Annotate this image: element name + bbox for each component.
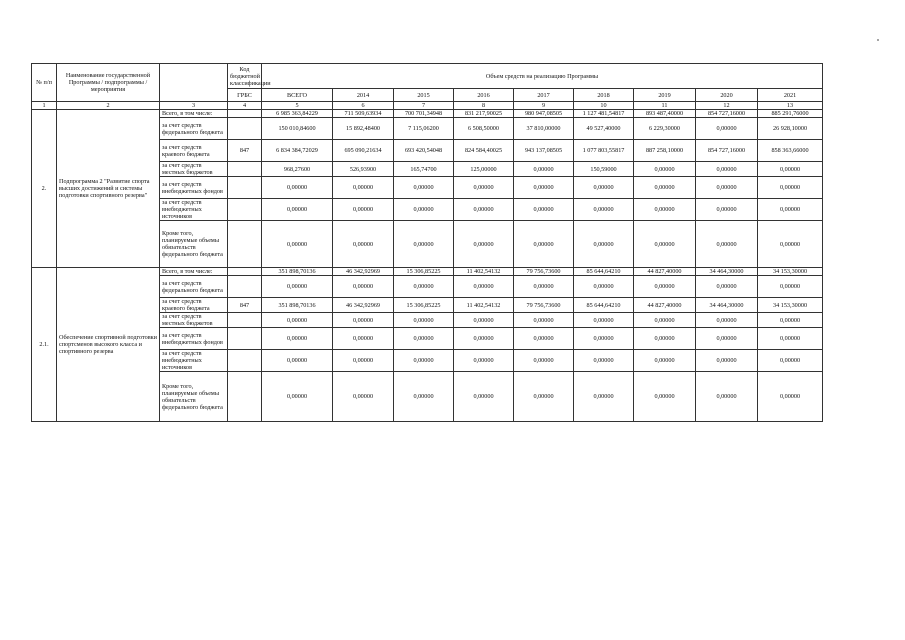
year-value-cell: 34 464,30000 [696, 298, 758, 313]
grbs-code [228, 268, 262, 276]
year-value-cell: 46 342,92969 [333, 298, 394, 313]
grbs-code [228, 162, 262, 177]
year-value-cell: 0,00000 [696, 372, 758, 422]
year-value-cell: 0,00000 [394, 199, 454, 221]
year-value-cell: 34 153,30000 [758, 298, 823, 313]
grbs-code [228, 221, 262, 268]
funding-source-label: за счет средств федерального бюджета [160, 118, 228, 140]
year-value-cell: 0,00000 [696, 328, 758, 350]
grbs-code [228, 177, 262, 199]
year-value-cell: 125,00000 [454, 162, 514, 177]
year-value-cell: 165,74700 [394, 162, 454, 177]
year-value-cell: 0,00000 [574, 177, 634, 199]
col-number: 12 [696, 102, 758, 110]
total-value-cell: 6 834 384,72029 [262, 140, 333, 162]
year-header: 2019 [634, 89, 696, 102]
year-value-cell: 0,00000 [514, 328, 574, 350]
year-value-cell: 0,00000 [454, 199, 514, 221]
year-value-cell: 0,00000 [696, 313, 758, 328]
grbs-code [228, 199, 262, 221]
year-value-cell: 0,00000 [634, 199, 696, 221]
total-value-cell: 0,00000 [262, 221, 333, 268]
year-value-cell: 0,00000 [758, 276, 823, 298]
funding-source-label: за счет средств внебюджетных фондов [160, 328, 228, 350]
year-header: 2017 [514, 89, 574, 102]
section-name: Обеспечение спортивной подготовки спортсменов высокого класса и спортивного резерва [57, 268, 160, 422]
funding-source-label: Кроме того, планируемые объемы обязательств федерального бюджета [160, 221, 228, 268]
year-value-cell: 44 827,40000 [634, 268, 696, 276]
year-value-cell: 0,00000 [514, 199, 574, 221]
year-value-cell: 0,00000 [333, 221, 394, 268]
year-value-cell: 526,93900 [333, 162, 394, 177]
year-value-cell: 0,00000 [514, 372, 574, 422]
blank-header [160, 64, 228, 102]
year-value-cell: 79 756,73600 [514, 298, 574, 313]
year-value-cell: 49 527,40000 [574, 118, 634, 140]
total-value-cell: 351 898,70136 [262, 268, 333, 276]
total-value-cell: 0,00000 [262, 372, 333, 422]
year-value-cell: 0,00000 [333, 313, 394, 328]
total-value-cell: 0,00000 [262, 328, 333, 350]
year-value-cell: 0,00000 [454, 276, 514, 298]
year-value-cell: 0,00000 [454, 313, 514, 328]
year-value-cell: 0,00000 [696, 162, 758, 177]
year-value-cell: 831 217,90025 [454, 110, 514, 118]
year-value-cell: 885 291,76000 [758, 110, 823, 118]
year-value-cell: 0,00000 [634, 162, 696, 177]
year-value-cell: 0,00000 [634, 177, 696, 199]
year-value-cell: 854 727,16000 [696, 140, 758, 162]
year-value-cell: 0,00000 [574, 372, 634, 422]
year-value-cell: 0,00000 [454, 221, 514, 268]
col-number: 2 [57, 102, 160, 110]
year-value-cell: 0,00000 [574, 199, 634, 221]
year-value-cell: 695 090,21634 [333, 140, 394, 162]
year-value-cell: 0,00000 [514, 177, 574, 199]
table-body [32, 64, 823, 422]
year-value-cell: 0,00000 [394, 328, 454, 350]
year-value-cell: 0,00000 [696, 118, 758, 140]
col-number: 13 [758, 102, 823, 110]
funding-source-label: за счет средств внебюджетных источников [160, 350, 228, 372]
section-total-row [32, 110, 823, 118]
total-value-cell: 351 898,70136 [262, 298, 333, 313]
col-number: 6 [333, 102, 394, 110]
col-number: 7 [394, 102, 454, 110]
year-value-cell: 85 644,64210 [574, 298, 634, 313]
year-value-cell: 6 229,30000 [634, 118, 696, 140]
year-value-cell: 0,00000 [574, 276, 634, 298]
year-value-cell: 85 644,64210 [574, 268, 634, 276]
total-value-cell: 0,00000 [262, 313, 333, 328]
year-header: 2018 [574, 89, 634, 102]
year-value-cell: 711 509,63934 [333, 110, 394, 118]
year-value-cell: 26 928,10000 [758, 118, 823, 140]
total-value-cell: 6 985 363,84229 [262, 110, 333, 118]
year-value-cell: 34 464,30000 [696, 268, 758, 276]
col-number: 11 [634, 102, 696, 110]
col-number: 3 [160, 102, 228, 110]
section-name: Подпрограмма 2 "Развитие спорта высших достижений и системы подготовки спортивного резерва" [57, 110, 160, 268]
year-value-cell: 150,59000 [574, 162, 634, 177]
funding-source-label: за счет средств краевого бюджета [160, 140, 228, 162]
year-value-cell: 0,00000 [758, 177, 823, 199]
year-value-cell: 0,00000 [333, 350, 394, 372]
col-number: 9 [514, 102, 574, 110]
grbs-code [228, 328, 262, 350]
name-header: Наименование государственной Программы / подпрограммы / мероприятия [57, 64, 160, 102]
year-value-cell: 0,00000 [758, 372, 823, 422]
scan-speck [877, 39, 879, 41]
col-number: 1 [32, 102, 57, 110]
year-value-cell: 0,00000 [634, 328, 696, 350]
year-value-cell: 887 258,10000 [634, 140, 696, 162]
year-value-cell: 15 306,85225 [394, 268, 454, 276]
year-value-cell: 0,00000 [454, 328, 514, 350]
budget-table [31, 63, 823, 422]
col-number: 5 [262, 102, 333, 110]
funding-source-label: Всего, в том числе: [160, 110, 228, 118]
year-value-cell: 46 342,92969 [333, 268, 394, 276]
year-value-cell: 37 810,00000 [514, 118, 574, 140]
year-value-cell: 0,00000 [454, 372, 514, 422]
year-value-cell: 0,00000 [696, 350, 758, 372]
total-header: ВСЕГО [262, 89, 333, 102]
year-value-cell: 0,00000 [634, 372, 696, 422]
total-value-cell: 0,00000 [262, 199, 333, 221]
col-number: 10 [574, 102, 634, 110]
year-value-cell: 0,00000 [394, 221, 454, 268]
year-value-cell: 0,00000 [696, 199, 758, 221]
year-value-cell: 11 402,54132 [454, 298, 514, 313]
grbs-code: 847 [228, 140, 262, 162]
year-value-cell: 11 402,54132 [454, 268, 514, 276]
year-value-cell: 1 077 803,55817 [574, 140, 634, 162]
year-value-cell: 0,00000 [696, 177, 758, 199]
year-value-cell: 854 727,16000 [696, 110, 758, 118]
col-number-row [32, 102, 823, 110]
year-value-cell: 0,00000 [514, 313, 574, 328]
year-header: 2014 [333, 89, 394, 102]
year-value-cell: 34 153,30000 [758, 268, 823, 276]
year-value-cell: 0,00000 [758, 313, 823, 328]
year-value-cell: 980 947,08505 [514, 110, 574, 118]
year-value-cell: 0,00000 [574, 350, 634, 372]
year-value-cell: 0,00000 [333, 177, 394, 199]
year-value-cell: 0,00000 [696, 276, 758, 298]
funding-source-label: за счет средств внебюджетных источников [160, 199, 228, 221]
total-value-cell: 0,00000 [262, 276, 333, 298]
kbk-header: Код бюджетной классификации [228, 64, 262, 89]
total-value-cell: 0,00000 [262, 177, 333, 199]
funding-source-label: за счет средств внебюджетных фондов [160, 177, 228, 199]
year-header: 2015 [394, 89, 454, 102]
year-value-cell: 0,00000 [394, 177, 454, 199]
year-value-cell: 0,00000 [454, 177, 514, 199]
year-value-cell: 0,00000 [394, 313, 454, 328]
year-value-cell: 0,00000 [394, 276, 454, 298]
total-value-cell: 968,27600 [262, 162, 333, 177]
year-value-cell: 0,00000 [758, 221, 823, 268]
year-header: 2020 [696, 89, 758, 102]
year-value-cell: 0,00000 [758, 199, 823, 221]
year-value-cell: 0,00000 [333, 276, 394, 298]
year-value-cell: 0,00000 [634, 276, 696, 298]
col-number: 8 [454, 102, 514, 110]
funding-source-label: за счет средств местных бюджетов [160, 313, 228, 328]
grbs-code [228, 372, 262, 422]
section-total-row [32, 268, 823, 276]
year-value-cell: 0,00000 [514, 276, 574, 298]
year-value-cell: 858 363,66000 [758, 140, 823, 162]
year-value-cell: 943 137,08505 [514, 140, 574, 162]
year-value-cell: 0,00000 [514, 162, 574, 177]
year-value-cell: 0,00000 [454, 350, 514, 372]
year-value-cell: 15 306,85225 [394, 298, 454, 313]
header-row-1 [32, 64, 823, 89]
year-value-cell: 0,00000 [333, 372, 394, 422]
year-value-cell: 824 584,40025 [454, 140, 514, 162]
year-value-cell: 6 508,50000 [454, 118, 514, 140]
volume-header: Объем средств на реализацию Программы [262, 64, 823, 89]
year-value-cell: 0,00000 [574, 313, 634, 328]
year-value-cell: 693 420,54048 [394, 140, 454, 162]
year-value-cell: 700 701,34948 [394, 110, 454, 118]
year-value-cell: 0,00000 [634, 221, 696, 268]
year-value-cell: 0,00000 [758, 328, 823, 350]
year-value-cell: 0,00000 [574, 221, 634, 268]
grbs-code [228, 313, 262, 328]
year-value-cell: 0,00000 [394, 372, 454, 422]
num-header: № п/п [32, 64, 57, 102]
year-value-cell: 893 487,40000 [634, 110, 696, 118]
year-header: 2016 [454, 89, 514, 102]
year-value-cell: 79 756,73600 [514, 268, 574, 276]
grbs-code [228, 276, 262, 298]
funding-source-label: Всего, в том числе: [160, 268, 228, 276]
year-value-cell: 0,00000 [758, 162, 823, 177]
section-number: 2.1. [32, 268, 57, 422]
year-value-cell: 0,00000 [514, 221, 574, 268]
funding-source-label: Кроме того, планируемые объемы обязательств федерального бюджета [160, 372, 228, 422]
grbs-header: ГРБС [228, 89, 262, 102]
year-value-cell: 0,00000 [333, 199, 394, 221]
grbs-code [228, 350, 262, 372]
year-value-cell: 7 115,06200 [394, 118, 454, 140]
year-header: 2021 [758, 89, 823, 102]
year-value-cell: 0,00000 [574, 328, 634, 350]
year-value-cell: 0,00000 [333, 328, 394, 350]
year-value-cell: 0,00000 [696, 221, 758, 268]
col-number: 4 [228, 102, 262, 110]
year-value-cell: 15 892,48400 [333, 118, 394, 140]
funding-source-label: за счет средств краевого бюджета [160, 298, 228, 313]
total-value-cell: 0,00000 [262, 350, 333, 372]
year-value-cell: 44 827,40000 [634, 298, 696, 313]
grbs-code [228, 118, 262, 140]
section-number: 2. [32, 110, 57, 268]
funding-source-label: за счет средств местных бюджетов [160, 162, 228, 177]
year-value-cell: 0,00000 [634, 350, 696, 372]
year-value-cell: 0,00000 [758, 350, 823, 372]
year-value-cell: 0,00000 [514, 350, 574, 372]
grbs-code [228, 110, 262, 118]
year-value-cell: 0,00000 [634, 313, 696, 328]
year-value-cell: 1 127 481,54817 [574, 110, 634, 118]
year-value-cell: 0,00000 [394, 350, 454, 372]
funding-source-label: за счет средств федерального бюджета [160, 276, 228, 298]
grbs-code: 847 [228, 298, 262, 313]
total-value-cell: 150 010,84600 [262, 118, 333, 140]
